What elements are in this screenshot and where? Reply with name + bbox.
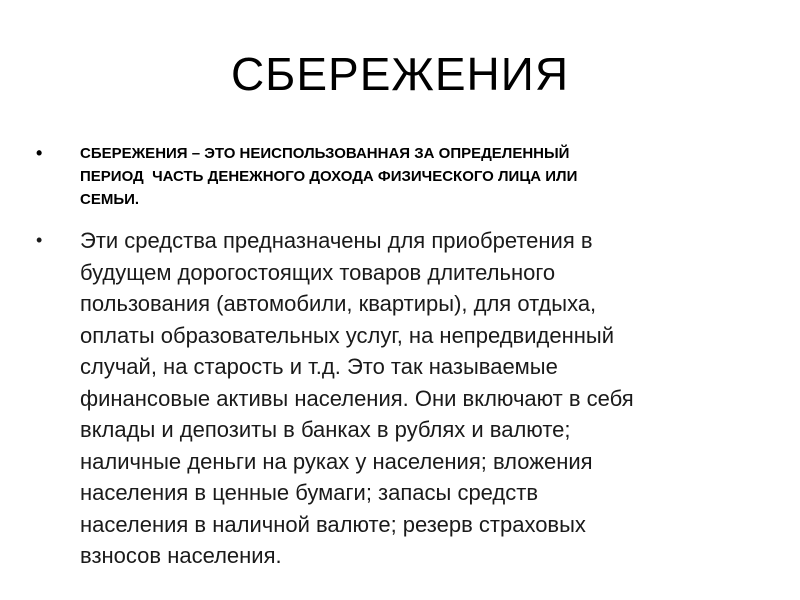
bullet-item-description: [36, 225, 756, 572]
description-line: населения в ценные бумаги; запасы средств: [80, 480, 539, 505]
bullet-marker: •: [36, 143, 43, 163]
bullet-item-definition: [36, 142, 756, 211]
description-line: пользования (автомобили, квартиры), для отдыха,: [80, 291, 597, 316]
bullet-marker: •: [36, 230, 43, 250]
description-line: будущем дорогостоящих товаров длительного: [80, 259, 556, 285]
description-line: случай, на старость и т.д. Это так называемые: [80, 354, 558, 379]
bullet-list: [36, 142, 756, 572]
description-line: населения в наличной валюте; резерв страховых: [80, 511, 586, 537]
description-line: наличные деньги на руках у населения; вложения: [80, 448, 593, 474]
slide-title: СБЕРЕЖЕНИЯ: [230, 48, 570, 100]
definition-line: СБЕРЕЖЕНИЯ – ЭТО НЕИСПОЛЬЗОВАННАЯ ЗА ОПРЕДЕЛЕННЫЙ: [80, 145, 570, 162]
definition-line: ПЕРИОД ЧАСТЬ ДЕНЕЖНОГО ДОХОДА ФИЗИЧЕСКОГО ЛИЦА ИЛИ: [80, 168, 578, 185]
description-line: оплаты образовательных услуг, на непредвиденный: [80, 322, 614, 348]
description-line: вклады и депозиты в банках в рублях и валюте;: [80, 417, 571, 442]
definition-line: СЕМЬИ.: [80, 191, 140, 208]
description-line: взносов населения.: [80, 543, 282, 568]
description-line: Эти средства предназначены для приобретения в: [80, 228, 593, 253]
description-line: финансовые активы населения. Они включают в себя: [80, 385, 634, 411]
